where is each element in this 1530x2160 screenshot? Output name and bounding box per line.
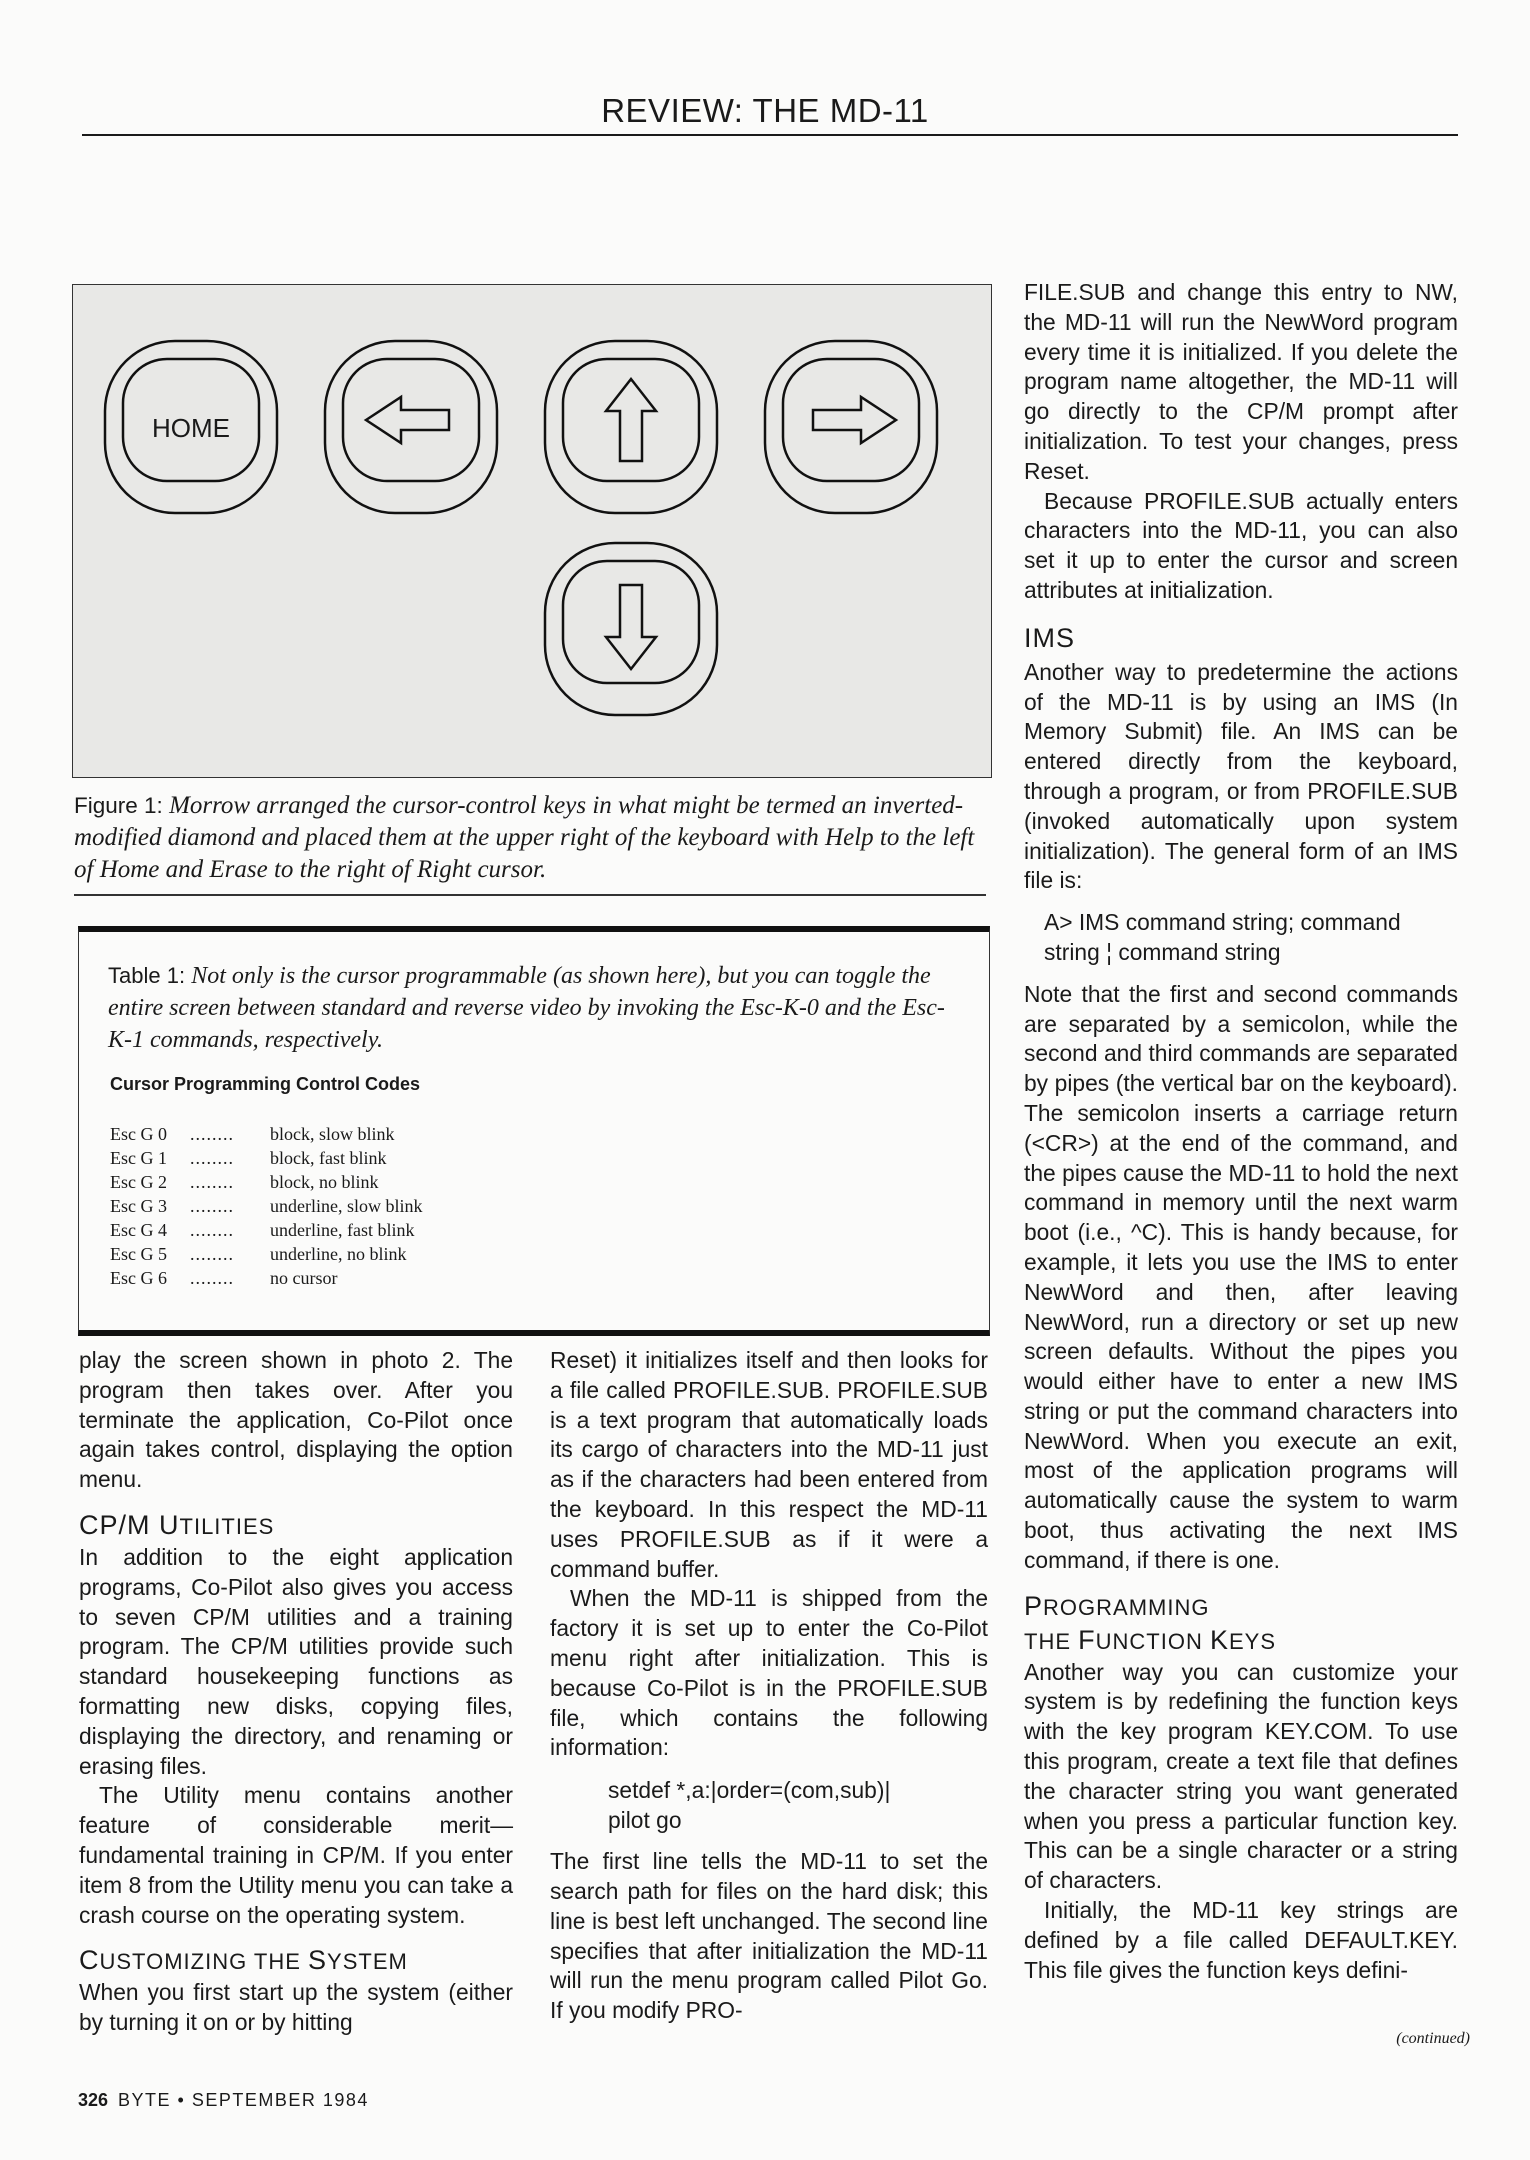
paragraph: Reset) it initializes itself and then looks for a file called PROFILE.SUB. PROFILE.SUB is a text program that automatically loads its cargo of characters into the MD-11 just as if the characters had been entered from the keyboard. In this respect the MD-11 uses PROFILE.SUB as if it were a command buffer. xyxy=(550,1347,988,1582)
page-number: 326 xyxy=(78,2090,109,2110)
section-heading-function-keys: PROGRAMMING THE FUNCTION KEYS xyxy=(1024,1590,1276,1655)
table-row: Esc G 1 ........ block, fast blink xyxy=(110,1148,387,1168)
paragraph: The Utility menu contains another feature of considerable merit—fundamental training in CP/M. If you enter item 8 from the Utility menu you can take a crash course on the operating system. xyxy=(79,1782,513,1928)
table-row: Esc G 4 ........ underline, fast blink xyxy=(110,1220,415,1240)
paragraph: When you first start up the system (either by turning it on or by hitting xyxy=(79,1979,513,2036)
table-row: Esc G 5 ........ underline, no blink xyxy=(110,1244,407,1264)
paragraph: Initially, the MD-11 key strings are defined by a file called DEFAULT.KEY. This file gives the function keys defini- xyxy=(1024,1897,1458,1983)
publication-line: BYTE • SEPTEMBER 1984 xyxy=(118,2090,369,2110)
paragraph: The first line tells the MD-11 to set the search path for files on the hard disk; this line is best left unchanged. The second line specifies that after initialization the MD-11 will run the menu program called Pilot Go. If you modify PRO- xyxy=(550,1848,988,2024)
row-code: Esc G 2 xyxy=(110,1172,167,1192)
right-arrow-icon xyxy=(761,337,941,517)
row-desc: underline, slow blink xyxy=(270,1196,423,1216)
row-code: Esc G 4 xyxy=(110,1220,167,1240)
row-code: Esc G 3 xyxy=(110,1196,167,1216)
column-3 xyxy=(1024,278,1458,1985)
down-arrow-icon xyxy=(541,539,721,719)
right-arrow-key xyxy=(761,337,941,517)
row-desc: underline, no blink xyxy=(270,1244,407,1264)
table-row: Esc G 6 ........ no cursor xyxy=(110,1268,338,1288)
table-row: Esc G 2 ........ block, no blink xyxy=(110,1172,379,1192)
figure-keyboard-diagram xyxy=(72,284,992,778)
row-code: Esc G 1 xyxy=(110,1148,167,1168)
table-row: Esc G 3 ........ underline, slow blink xyxy=(110,1196,423,1216)
table-heading: Cursor Programming Control Codes xyxy=(110,1074,421,1094)
column-1 xyxy=(79,1346,513,2038)
row-desc: block, no blink xyxy=(270,1172,379,1192)
row-code: Esc G 5 xyxy=(110,1244,167,1264)
paragraph: play the screen shown in photo 2. The program then takes over. After you terminate the application, Co-Pilot once again takes control, displaying the option menu. xyxy=(79,1347,513,1493)
table-caption-text: Not only is the cursor programmable (as shown here), but you can toggle the entire screen between standard and reverse video by invoking the Esc-K-0 and the Esc-K-1 commands, respectively. xyxy=(108,963,945,1053)
page-footer xyxy=(78,2090,369,2111)
row-code: Esc G 6 xyxy=(110,1268,167,1288)
home-key-label: HOME xyxy=(152,413,230,443)
header-rule xyxy=(82,134,1458,136)
row-desc: block, slow blink xyxy=(270,1124,395,1144)
row-desc: block, fast blink xyxy=(270,1148,387,1168)
table-row: Esc G 0 ........ block, slow blink xyxy=(110,1124,395,1144)
table-caption xyxy=(108,960,968,1056)
row-code: Esc G 0 xyxy=(110,1124,167,1144)
left-arrow-icon xyxy=(321,337,501,517)
up-arrow-icon xyxy=(541,337,721,517)
section-heading-customizing: CUSTOMIZING THE SYSTEM xyxy=(79,1945,408,1976)
paragraph: In addition to the eight application programs, Co-Pilot also gives you access to seven CP/M utilities and a training program. The CP/M utilities provide such standard housekeeping functions as formatting new disks, copying files, displaying the directory, and renaming or erasing files. xyxy=(79,1543,513,1779)
command-line: setdef *,a:|order=(com,sub)| xyxy=(608,1777,891,1804)
row-desc: underline, fast blink xyxy=(270,1220,415,1240)
ims-general-form: A> IMS command string; command string ¦ command string xyxy=(1044,909,1401,965)
running-head: REVIEW: THE MD-11 xyxy=(601,92,929,129)
home-key xyxy=(101,337,281,517)
section-heading-cpm-utilities: CP/M UTILITIES xyxy=(79,1509,275,1540)
paragraph: When the MD-11 is shipped from the factory it is set up to enter the Co-Pilot menu right after initialization. This is because Co-Pilot is in the PROFILE.SUB file, which contains the following information: xyxy=(550,1585,988,1761)
paragraph: Note that the first and second commands are separated by a semicolon, while the second and third commands are separated by pipes (the vertical bar on the keyboard). The semicolon inserts a carriage return (<CR>) at the end of the command, and the pipes cause the MD-11 to hold the next command in memory until the next warm boot (i.e., ^C). This is handy because, for example, it lets you use the IMS to enter NewWord and then, after leaving NewWord, run a directory or set up new screen defaults. Without the pipes you would either have to enter a new IMS string or put the command characters into NewWord. When you execute an exit, most of the application programs will automatically cause the system to warm boot, thus activating the next IMS command, if there is one. xyxy=(1024,980,1458,1573)
section-heading-ims: IMS xyxy=(1024,622,1076,653)
paragraph: Because PROFILE.SUB actually enters characters into the MD-11, you can also set it up to enter the cursor and screen attributes at initialization. xyxy=(1024,487,1458,603)
down-arrow-key xyxy=(541,539,721,719)
paragraph: Another way to predetermine the actions of the MD-11 is by using an IMS (In Memory Submit) file. An IMS can be entered directly from the keyboard, through a program, or from PROFILE.SUB (invoked automatically upon system initialization). The general form of an IMS file is: xyxy=(1024,658,1458,894)
table-caption-label: Table 1: xyxy=(108,963,186,988)
column-2 xyxy=(550,1346,988,2026)
command-line: pilot go xyxy=(608,1807,682,1834)
figure-caption xyxy=(74,790,984,886)
figure-caption-label: Figure 1: xyxy=(74,793,163,818)
paragraph: FILE.SUB and change this entry to NW, the MD-11 will run the NewWord program every time it is initialized. If you delete the program name altogether, the MD-11 will go directly to the CP/M prompt after initialization. To test your changes, press Reset. xyxy=(1024,279,1458,484)
figure-caption-text: Morrow arranged the cursor-control keys in what might be termed an inverted-modified diamond and placed them at the upper right of the keyboard with Help to the left of Home and Erase to the right of Right cursor. xyxy=(74,792,975,883)
paragraph: Another way you can customize your system is by redefining the function keys with the key program KEY.COM. To use this program, create a text file that defines the character string you want generated when you press a particular function key. This can be a single character or a string of characters. xyxy=(1024,1658,1458,1894)
left-arrow-key xyxy=(321,337,501,517)
figure-rule xyxy=(74,894,986,896)
row-desc: no cursor xyxy=(270,1268,338,1288)
up-arrow-key xyxy=(541,337,721,517)
continued-note: (continued) xyxy=(1396,2030,1470,2047)
